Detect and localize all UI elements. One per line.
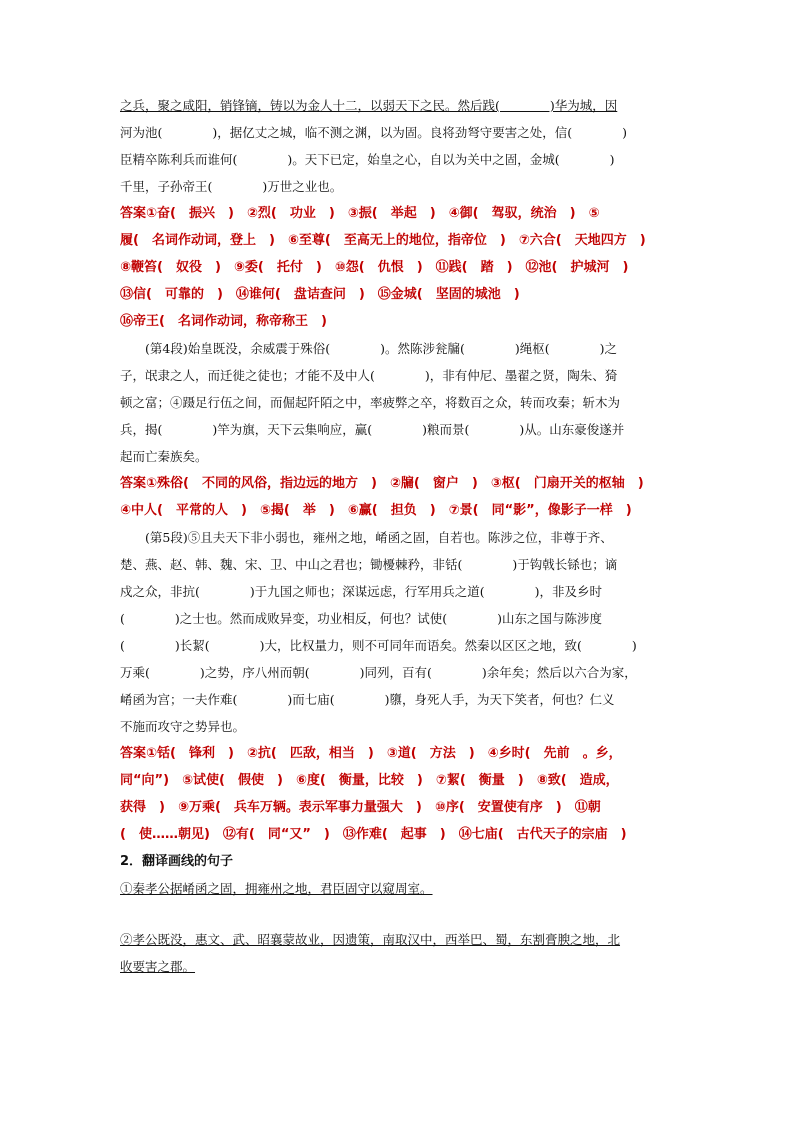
document-page [120,92,675,980]
text-line: 兵，揭( )竿为旗，天下云集响应，赢( )粮而景( )从。山东豪俊遂并 [120,422,625,437]
answer-line: ⑧鞭笞( 奴役 ) ⑨委( 托付 ) ⑩怨( 仇恨 ) ⑪践( 踏 ) ⑫池( 护城河 ) [120,260,629,275]
text-line: 崤函为宫；一夫作难( )而七庙( )隳，身死人手，为天下笑者，何也？仁义 [120,692,615,707]
text-line: 顿之富；④蹑足行伍之间，而倔起阡陌之中，率疲弊之卒，将数百之众，转而攻秦；斩木为 [120,395,621,410]
text-line: ( )之士也。然而成败异变，功业相反，何也？试使( )山东之国与陈涉度 [120,611,603,626]
text-line: (第5段)⑤且夫天下非小弱也，雍州之地，崤函之固，自若也。陈涉之位，非尊于齐、 [120,530,613,545]
answer-line: ( 使……朝见) ⑫有( 同“又” ) ⑬作难( 起事 ) ⑭七庙( 古代天子的宗庙 ) [120,827,627,842]
text-line: ( )长絜( )大，比权量力，则不可同年而语矣。然秦以区区之地，致( ) [120,638,637,653]
text-line: 臣精卒陈利兵而谁何( )。天下已定，始皇之心，自以为关中之固，金城( ) [120,152,615,167]
translation-sentence: ①秦孝公据崤函之固，拥雍州之地，君臣固守以窥周室。 [120,881,433,896]
text-line: 河为池( )，据亿丈之城，临不测之渊，以为固。良将劲弩守要害之处，信( ) [120,125,628,140]
text-line: 起而亡秦族矣。 [120,449,208,464]
section-heading: 2．翻译画线的句子 [120,854,234,869]
translation-sentence: ②孝公既没，惠文、武、昭襄蒙故业，因遗策，南取汉中，西举巴、蜀，东割膏腴之地，北 [120,932,621,947]
text-line: 子，氓隶之人，而迁徙之徒也；才能不及中人( )，非有仲尼、墨翟之贤，陶朱、猗 [120,368,618,383]
answer-line: 答案①殊俗( 不同的风俗，指边远的地方 ) ②牖( 窗户 ) ③枢( 门扇开关的枢轴 ) [120,476,644,491]
answer-line: 履( 名词作动词，登上 ) ⑥至尊( 至高无上的地位，指帝位 ) ⑦六合( 天地四方 ) [120,233,646,248]
answer-line: ⑬信( 可靠的 ) ⑭谁何( 盘诘查问 ) ⑮金城( 坚固的城池 ) [120,287,520,302]
text-line: 不施而攻守之势异也。 [120,719,246,734]
answer-line: 获得 ) ⑨万乘( 兵车万辆。表示军事力量强大 ) ⑩序( 安置使有序 ) ⑪朝 [120,800,601,815]
text-line: 千里，子孙帝王( )万世之业也。 [120,179,343,194]
answer-line: ④中人( 平常的人 ) ⑤揭( 举 ) ⑥赢( 担负 ) ⑦景( 同“影”，像影子一样 ) [120,503,632,518]
text-line: 万乘( )之势，序八州而朝( )同列，百有( )余年矣；然后以六合为家， [120,665,637,680]
answer-line: ⑯帝王( 名词作动词，称帝称王 ) [120,314,327,329]
text-line: 戍之众，非抗( )于九国之师也；深谋远虑，行军用兵之道( )，非及乡时 [120,584,603,599]
translation-sentence: 收要害之郡。 [120,959,196,974]
text-line: 之兵，聚之咸阳，销锋镝，铸以为金人十二，以弱天下之民。然后践( )华为城，因 [120,98,618,113]
answer-space [120,902,675,926]
text-line: (第4段)始皇既没，余威震于殊俗( )。然陈涉瓮牖( )绳枢( )之 [120,341,617,356]
text-line: 楚、燕、赵、韩、魏、宋、卫、中山之君也；锄櫌棘矜，非铦( )于钩戟长铩也；谪 [120,557,618,572]
answer-line: 同“向”) ⑤试使( 假使 ) ⑥度( 衡量，比较 ) ⑦絜( 衡量 ) ⑧致( 造成， [120,773,619,788]
answer-line: 答案①铦( 锋利 ) ②抗( 匹敌，相当 ) ③道( 方法 ) ④乡时( 先前 。乡， [120,746,622,761]
answer-line: 答案①奋( 振兴 ) ②烈( 功业 ) ③振( 举起 ) ④御( 驾驭，统治 ) ⑤ [120,206,600,221]
